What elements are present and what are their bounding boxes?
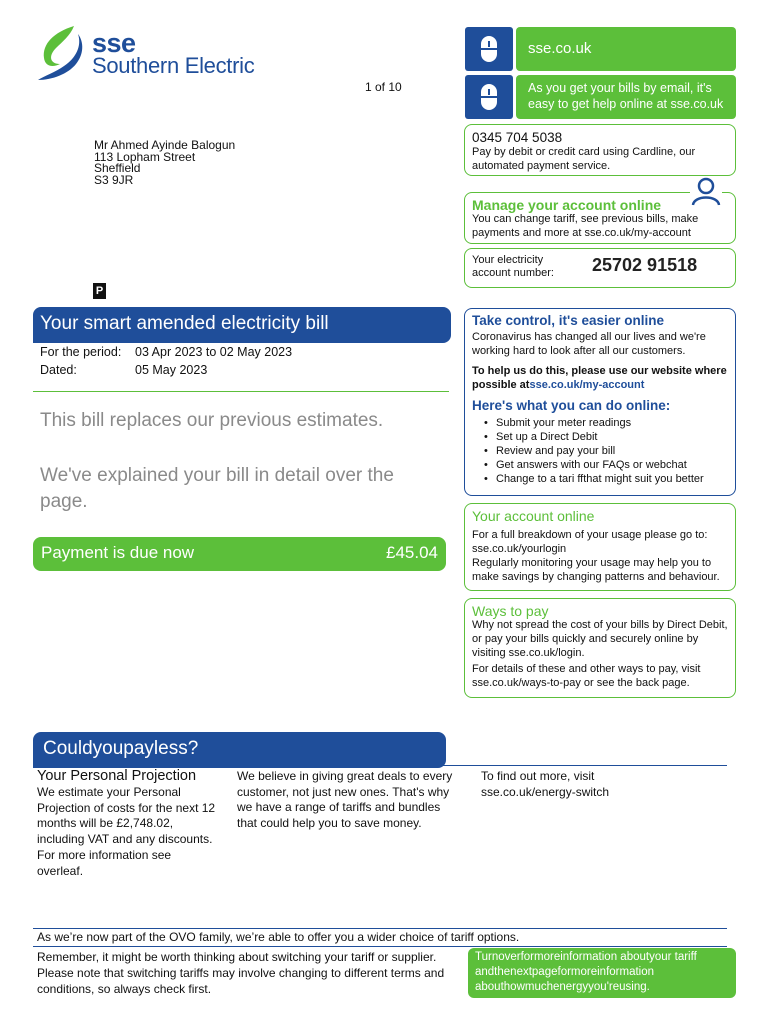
account-online-text2: Regularly monitoring your usage may help you to make savings by changing patterns and behaviour. [472, 557, 720, 583]
account-online-title: Your account online [472, 508, 595, 524]
dated-value: 05 May 2023 [135, 363, 208, 377]
account-online-text: For a full breakdown of your usage please go to: sse.co.uk/yourlogin [472, 529, 708, 555]
address-line: 113 Lopham Street [94, 149, 196, 164]
payment-due-bar [33, 537, 446, 571]
deals-text: We believe in giving great deals to every customer, not just new ones. That's why we have a range of tariffs and bundles that could help you to save money. [237, 769, 453, 831]
brand-name: Southern Electric [92, 53, 255, 78]
my-account-link[interactable]: sse.co.uk/my-account [529, 379, 645, 391]
control-bold [472, 364, 734, 392]
payment-label: Payment is due now [41, 543, 195, 562]
ways-text2: For details of these and other ways to pay, visit sse.co.uk/ways-to-pay or see the back page. [472, 663, 701, 689]
sse-swirl-logo [34, 24, 86, 82]
list-item: • Change to a tari ffthat might suit you better [484, 472, 728, 486]
email-note: As you get your bills by email, it's easy to get help online at sse.co.uk [516, 75, 736, 119]
dated-label: Dated: [40, 363, 77, 377]
mouse-icon [465, 27, 513, 71]
bill-meta [40, 343, 292, 379]
pay-less-title: Couldyoupayless? [33, 732, 446, 768]
control-text: Coronavirus has changed all our lives and we're working hard to look after all our customers. [472, 331, 706, 357]
account-label-line: Your electricity [472, 254, 544, 266]
ways-text: Why not spread the cost of your bills by Direct Debit, or pay your bills quickly and securely online by visiting sse.co.uk/login. [472, 619, 728, 659]
account-number: 25702 91518 [592, 255, 698, 275]
divider [33, 946, 727, 947]
phone-number[interactable]: 0345 704 5038 [472, 130, 563, 145]
replaces-text: This bill replaces our previous estimates. [40, 410, 384, 431]
mouse-icon [465, 75, 513, 119]
online-list [484, 416, 728, 486]
user-icon [690, 176, 722, 206]
take-control-box [464, 308, 736, 496]
ways-title: Ways to pay [472, 603, 549, 619]
turn-over-note: Turnoverformoreinformation aboutyour tariff andthenextpageformoreinformation abouthowmuchenergyyou'reusing. [468, 948, 736, 998]
account-label [472, 254, 554, 280]
bill-title: Your smart amended electricity bill [33, 307, 451, 343]
period-value: 03 Apr 2023 to 02 May 2023 [135, 345, 293, 359]
mailmark: P [93, 283, 106, 299]
divider [33, 928, 727, 929]
period-label: For the period: [40, 345, 122, 359]
payment-amount: £45.04 [386, 543, 438, 562]
find-out-text[interactable]: To find out more, visit sse.co.uk/energy-switch [481, 769, 610, 799]
divider [33, 765, 727, 766]
list-item: • Set up a Direct Debit [484, 430, 728, 444]
ovo-note: As we’re now part of the OVO family, we’re able to offer you a wider choice of tariff options. [37, 930, 520, 944]
control-title: Take control, it's easier online [472, 313, 665, 328]
phone-note: Pay by debit or credit card using Cardline, our automated payment service. [472, 146, 696, 172]
brand-sse: sse [92, 28, 136, 58]
list-item: • Review and pay your bill [484, 444, 728, 458]
address-line: Mr Ahmed Ayinde Balogun [94, 138, 236, 152]
list-item: • Get answers with our FAQs or webchat [484, 458, 728, 472]
online-title: Here's what you can do online: [472, 398, 671, 413]
account-number-box [464, 248, 736, 288]
page-number: 1 of 10 [365, 80, 402, 94]
website-link[interactable]: sse.co.uk [516, 27, 736, 71]
customer-address [94, 140, 235, 186]
projection-title: Your Personal Projection [37, 768, 197, 784]
address-line: Sheffield [94, 161, 141, 175]
phone-box [464, 124, 736, 176]
list-item: • Submit your meter readings [484, 416, 728, 430]
divider [33, 391, 449, 392]
projection-text: We estimate your Personal Projection of costs for the next 12 months will be £2,748.02, including VAT and any discounts. For more information see overleaf. [37, 785, 216, 878]
remember-text: Remember, it might be worth thinking about switching your tariff or supplier. Please note that switching tariffs may involve changing to different terms and conditions, so always check first. [37, 950, 445, 996]
explained-text: We've explained your bill in detail over the page. [40, 465, 394, 512]
control-bold-text: To help us do this, please use our website where possible at [472, 365, 727, 391]
manage-text: You can change tariff, see previous bills, make payments and more at sse.co.uk/my-account [472, 213, 699, 239]
account-online-box [464, 503, 736, 591]
manage-title[interactable]: Manage your account online [472, 197, 662, 213]
ways-to-pay-box [464, 598, 736, 698]
account-label-line: account number: [472, 267, 554, 279]
address-line: S3 9JR [94, 172, 134, 187]
